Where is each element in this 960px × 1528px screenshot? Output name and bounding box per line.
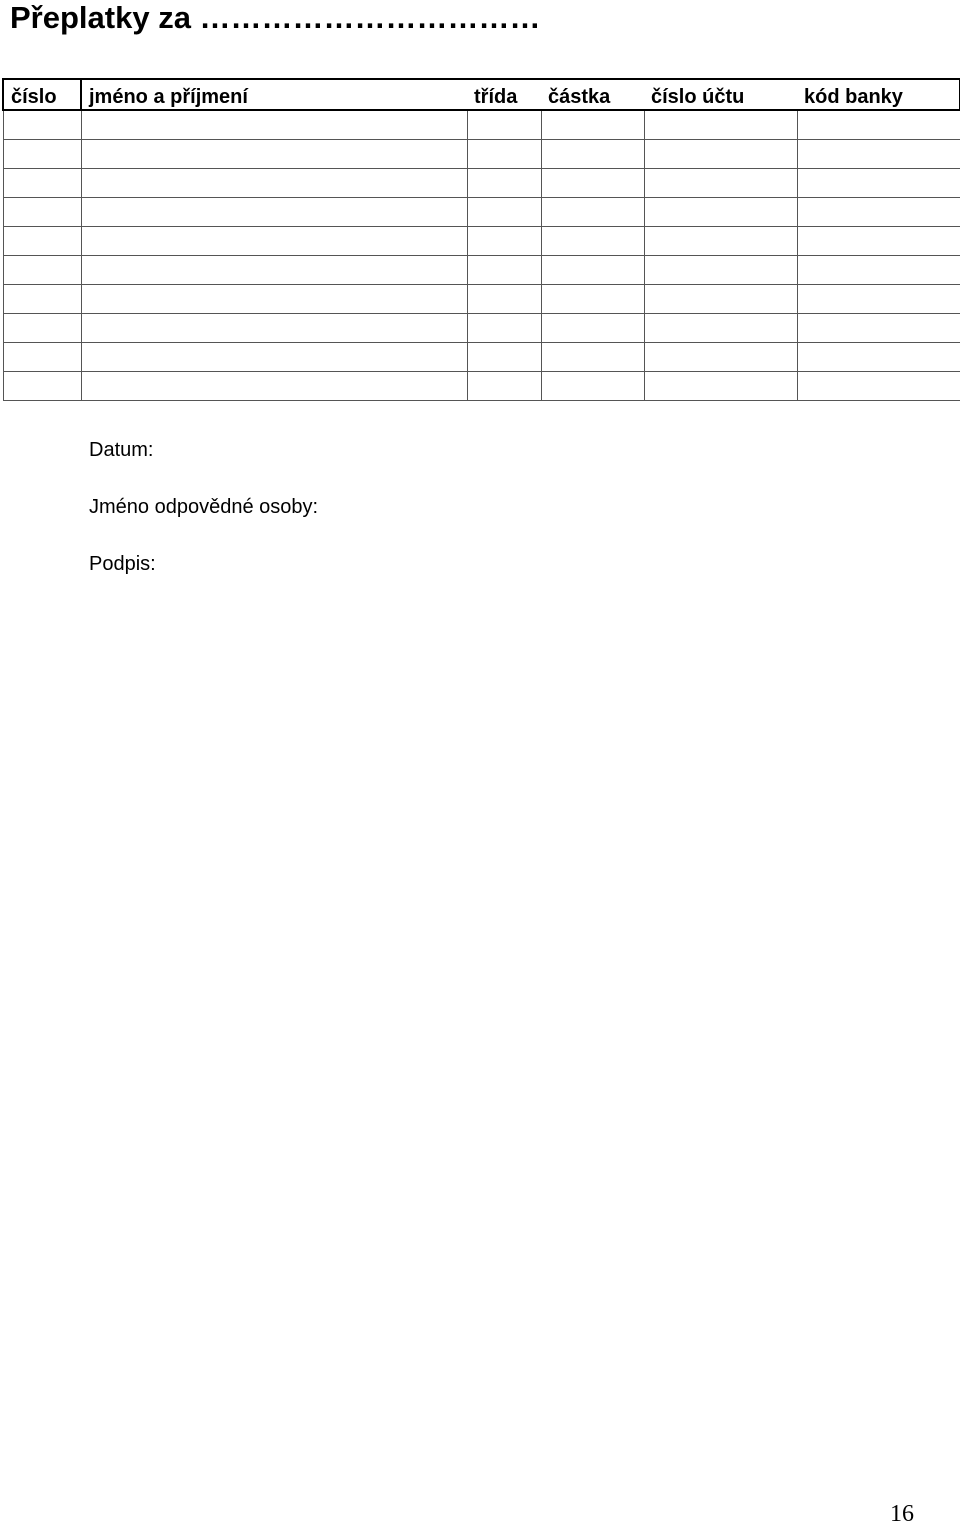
- table-cell-amount: [541, 226, 644, 255]
- table-cell-name: [81, 342, 467, 371]
- table-row: [3, 371, 960, 400]
- table-row: [3, 168, 960, 197]
- table-cell-number: [3, 226, 81, 255]
- table-cell-account-number: [644, 226, 797, 255]
- document-title: Přeplatky za ……………………………: [10, 0, 541, 35]
- table-cell-class: [467, 255, 541, 284]
- table-row: [3, 139, 960, 168]
- table-cell-name: [81, 371, 467, 400]
- table-cell-name: [81, 255, 467, 284]
- table-cell-account-number: [644, 342, 797, 371]
- table-cell-account-number: [644, 168, 797, 197]
- table-cell-number: [3, 168, 81, 197]
- table-cell-name: [81, 139, 467, 168]
- table-header-row: [3, 79, 960, 110]
- table-cell-account-number: [644, 313, 797, 342]
- table-row: [3, 313, 960, 342]
- signature-label: Podpis:: [89, 553, 156, 575]
- table-cell-account-number: [644, 255, 797, 284]
- table-cell-name: [81, 168, 467, 197]
- column-header-account-number: číslo účtu: [644, 79, 797, 110]
- table-cell-bank-code: [797, 342, 960, 371]
- table-cell-class: [467, 284, 541, 313]
- table-cell-class: [467, 110, 541, 139]
- table-cell-bank-code: [797, 110, 960, 139]
- table-cell-amount: [541, 139, 644, 168]
- table-cell-bank-code: [797, 139, 960, 168]
- table-cell-name: [81, 313, 467, 342]
- column-header-amount: částka: [541, 79, 644, 110]
- column-header-name: jméno a příjmení: [81, 79, 467, 110]
- table-row: [3, 110, 960, 139]
- table-cell-account-number: [644, 110, 797, 139]
- table-cell-class: [467, 313, 541, 342]
- table-body: [3, 110, 960, 400]
- table-cell-bank-code: [797, 197, 960, 226]
- column-header-class: třída: [467, 79, 541, 110]
- table-cell-bank-code: [797, 168, 960, 197]
- table-cell-number: [3, 371, 81, 400]
- table-cell-name: [81, 197, 467, 226]
- table-cell-account-number: [644, 284, 797, 313]
- table-row: [3, 255, 960, 284]
- table-cell-class: [467, 197, 541, 226]
- table-cell-amount: [541, 110, 644, 139]
- table-cell-number: [3, 255, 81, 284]
- responsible-name-label: Jméno odpovědné osoby:: [89, 496, 319, 518]
- table-cell-class: [467, 371, 541, 400]
- table-cell-name: [81, 284, 467, 313]
- table-cell-bank-code: [797, 255, 960, 284]
- table-cell-number: [3, 197, 81, 226]
- table-cell-account-number: [644, 197, 797, 226]
- table-row: [3, 284, 960, 313]
- table-cell-bank-code: [797, 313, 960, 342]
- table-cell-amount: [541, 197, 644, 226]
- table-cell-amount: [541, 284, 644, 313]
- table-cell-bank-code: [797, 226, 960, 255]
- table-cell-name: [81, 110, 467, 139]
- table-row: [3, 197, 960, 226]
- table-cell-bank-code: [797, 371, 960, 400]
- table-cell-number: [3, 284, 81, 313]
- table-row: [3, 226, 960, 255]
- table-cell-amount: [541, 371, 644, 400]
- overpayment-table: [2, 78, 960, 401]
- table-cell-class: [467, 168, 541, 197]
- table-cell-class: [467, 342, 541, 371]
- table-cell-number: [3, 313, 81, 342]
- column-header-number: číslo: [3, 79, 81, 110]
- page-number: 16: [890, 1501, 914, 1527]
- table-cell-bank-code: [797, 284, 960, 313]
- table-cell-number: [3, 342, 81, 371]
- date-label: Datum:: [89, 439, 154, 461]
- table-row: [3, 342, 960, 371]
- table-cell-class: [467, 139, 541, 168]
- table-cell-amount: [541, 313, 644, 342]
- column-header-bank-code: kód banky: [797, 79, 960, 110]
- table-cell-class: [467, 226, 541, 255]
- table-cell-number: [3, 110, 81, 139]
- table-cell-name: [81, 226, 467, 255]
- table-cell-amount: [541, 255, 644, 284]
- table-cell-account-number: [644, 371, 797, 400]
- table-cell-amount: [541, 342, 644, 371]
- table-cell-account-number: [644, 139, 797, 168]
- table-cell-amount: [541, 168, 644, 197]
- table-cell-number: [3, 139, 81, 168]
